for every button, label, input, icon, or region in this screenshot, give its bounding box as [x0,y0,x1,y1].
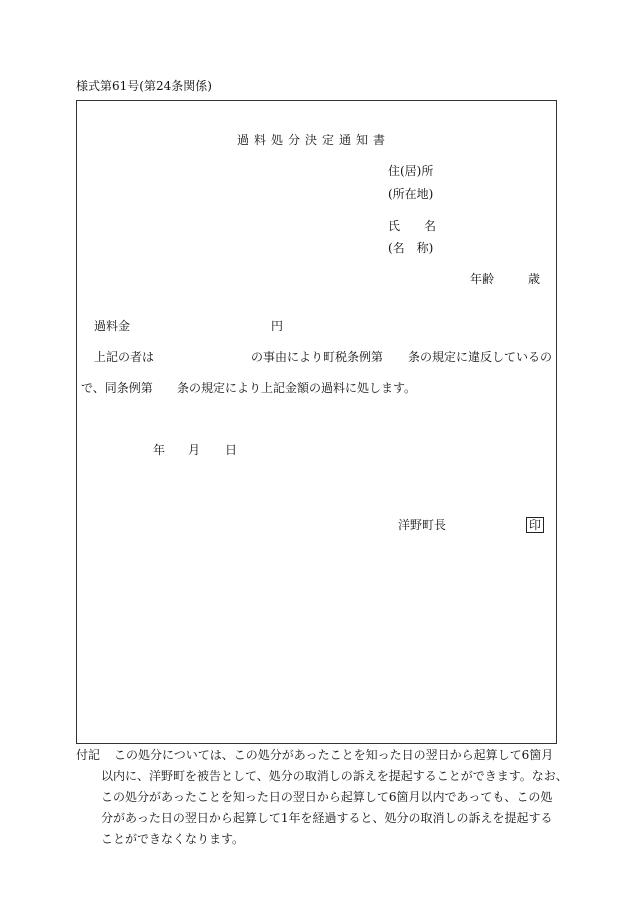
note-line: ことができなくなります。 [101,832,245,846]
seal-text: 印 [526,517,544,533]
body-text-2a: で、同条例第 [81,381,153,395]
date-year: 年 [153,443,166,457]
supplementary-note [76,745,568,850]
note-line-text: この処分については、この処分があったことを知った日の翌日から起算して6箇月 [114,748,554,762]
issuer-title: 洋野町長 [398,518,447,532]
body-text-1c: 条の規定に違反しているの [408,350,553,364]
fine-label: 過料金 [94,319,131,333]
note-line: 以内に、洋野町を被告として、処分の取消しの訴えを提起することができます。なお、 [101,769,568,783]
notice-frame [76,100,557,744]
body-text-1a: 上記の者は [94,350,155,364]
location-label: (所在地) [388,187,434,201]
yen-unit: 円 [271,319,284,333]
date-day: 日 [225,443,238,457]
seal-mark [526,517,544,533]
age-unit: 歳 [528,272,541,286]
name-label: 氏 名 [388,219,437,233]
date-month: 月 [188,443,201,457]
address-label: 住(居)所 [388,164,434,178]
note-line: 分があった日の翌日から起算して1年を経過すると、処分の取消しの訴えを提起する [101,811,553,825]
note-line [76,745,562,766]
age-label: 年齢 [470,272,495,286]
note-line: この処分があったことを知った日の翌日から起算して6箇月以内であっても、この処 [101,790,553,804]
document-title: 過料処分決定通知書 [237,133,391,147]
note-label: 付記 [76,748,101,762]
body-text-2b: 条の規定により上記金額の過料に処します。 [177,381,417,395]
name-alt-label: (名 称) [388,241,434,255]
form-number-label: 様式第61号(第24条関係) [76,79,212,93]
body-text-1b: の事由により町税条例第 [251,350,384,364]
